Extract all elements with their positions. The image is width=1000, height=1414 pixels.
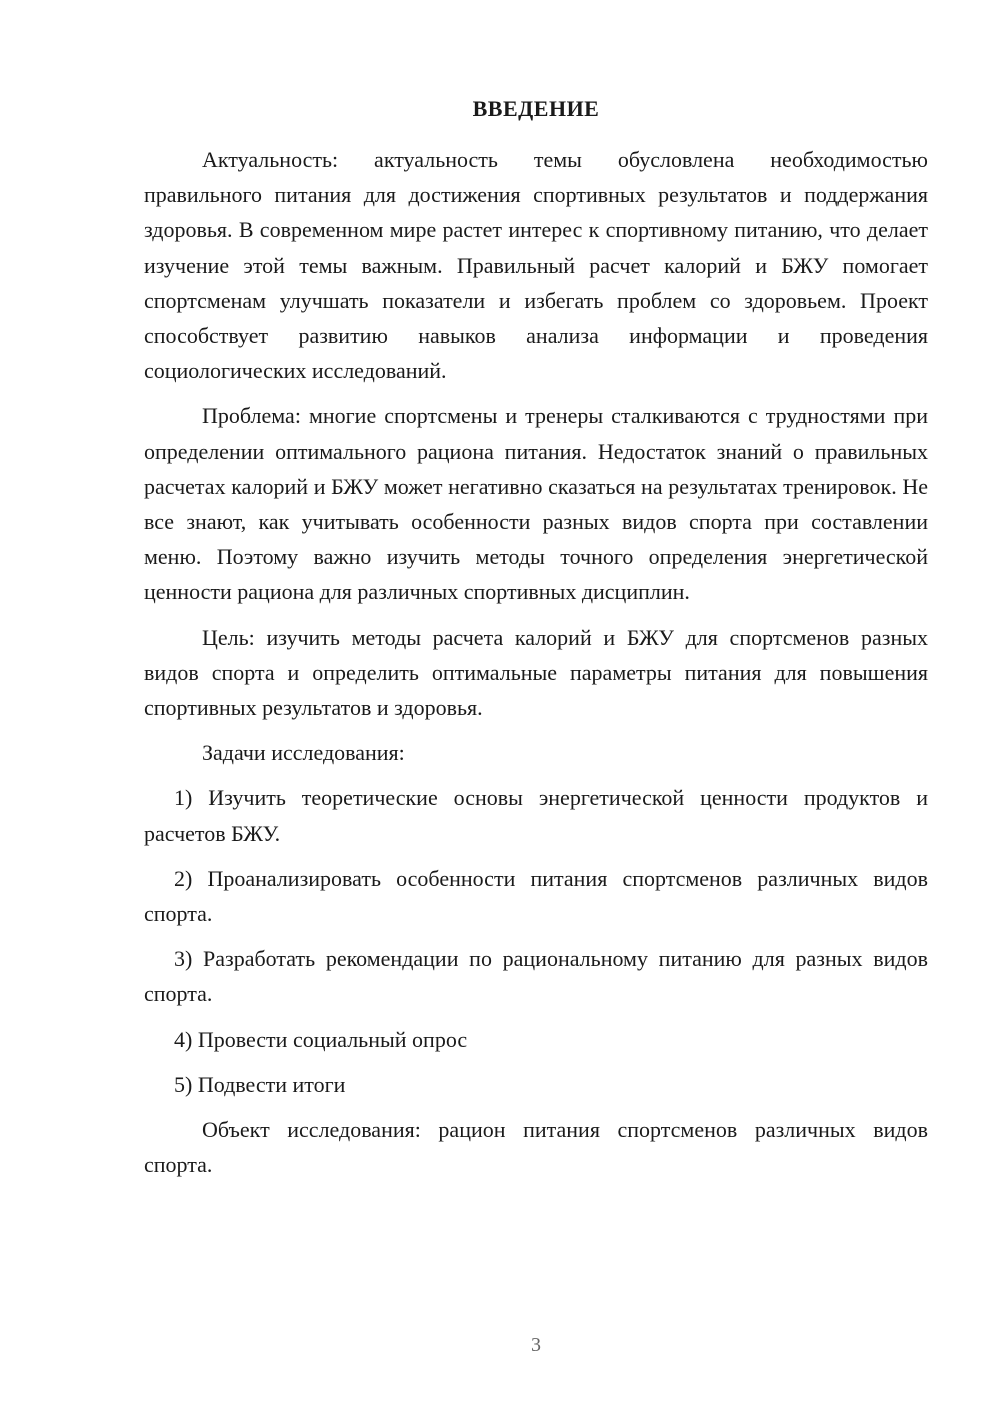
task-item: 4) Провести социальный опрос xyxy=(174,1026,468,1052)
problem-paragraph: Проблема: многие спортсмены и тренеры сталкиваются с трудностями при определении оптимального рациона питания. Недостаток знаний о правильных расчетах калорий и БЖУ может негативно сказаться на результатах тренировок. Не все знают, как учитывать особенности разных видов спорта при составлении меню. Поэтому важно изучить методы точного определения энергетической ценности рациона для различных спортивных дисциплин. xyxy=(144,403,928,605)
goal-paragraph: Цель: изучить методы расчета калорий и БЖУ для спортсменов разных видов спорта и определить оптимальные параметры питания для повышения спортивных результатов и здоровья. xyxy=(144,624,928,721)
page-title: ВВЕДЕНИЕ xyxy=(472,96,600,121)
task-item: 5) Подвести итоги xyxy=(174,1071,346,1097)
task-item: 2) Проанализировать особенности питания спортсменов различных видов спорта. xyxy=(144,865,928,927)
object-paragraph: Объект исследования: рацион питания спортсменов различных видов спорта. xyxy=(144,1117,928,1178)
page-number: 3 xyxy=(531,1334,541,1356)
task-item: 1) Изучить теоретические основы энергетической ценности продуктов и расчетов БЖУ. xyxy=(144,785,928,846)
relevance-paragraph: Актуальность: актуальность темы обусловлена необходимостью правильного питания для достижения спортивных результатов и поддержания здоровья. В современном мире растет интерес к спортивному питанию, что делает изучение этой темы важным. Правильный расчет калорий и БЖУ помогает спортсменам улучшать показатели и избегать проблем со здоровьем. Проект способствует развитию навыков анализа информации и проведения социологических исследований. xyxy=(144,147,928,384)
document-body xyxy=(144,142,928,1192)
task-item: 3) Разработать рекомендации по рациональному питанию для разных видов спорта. xyxy=(144,946,928,1007)
tasks-heading: Задачи исследования: xyxy=(202,740,405,766)
